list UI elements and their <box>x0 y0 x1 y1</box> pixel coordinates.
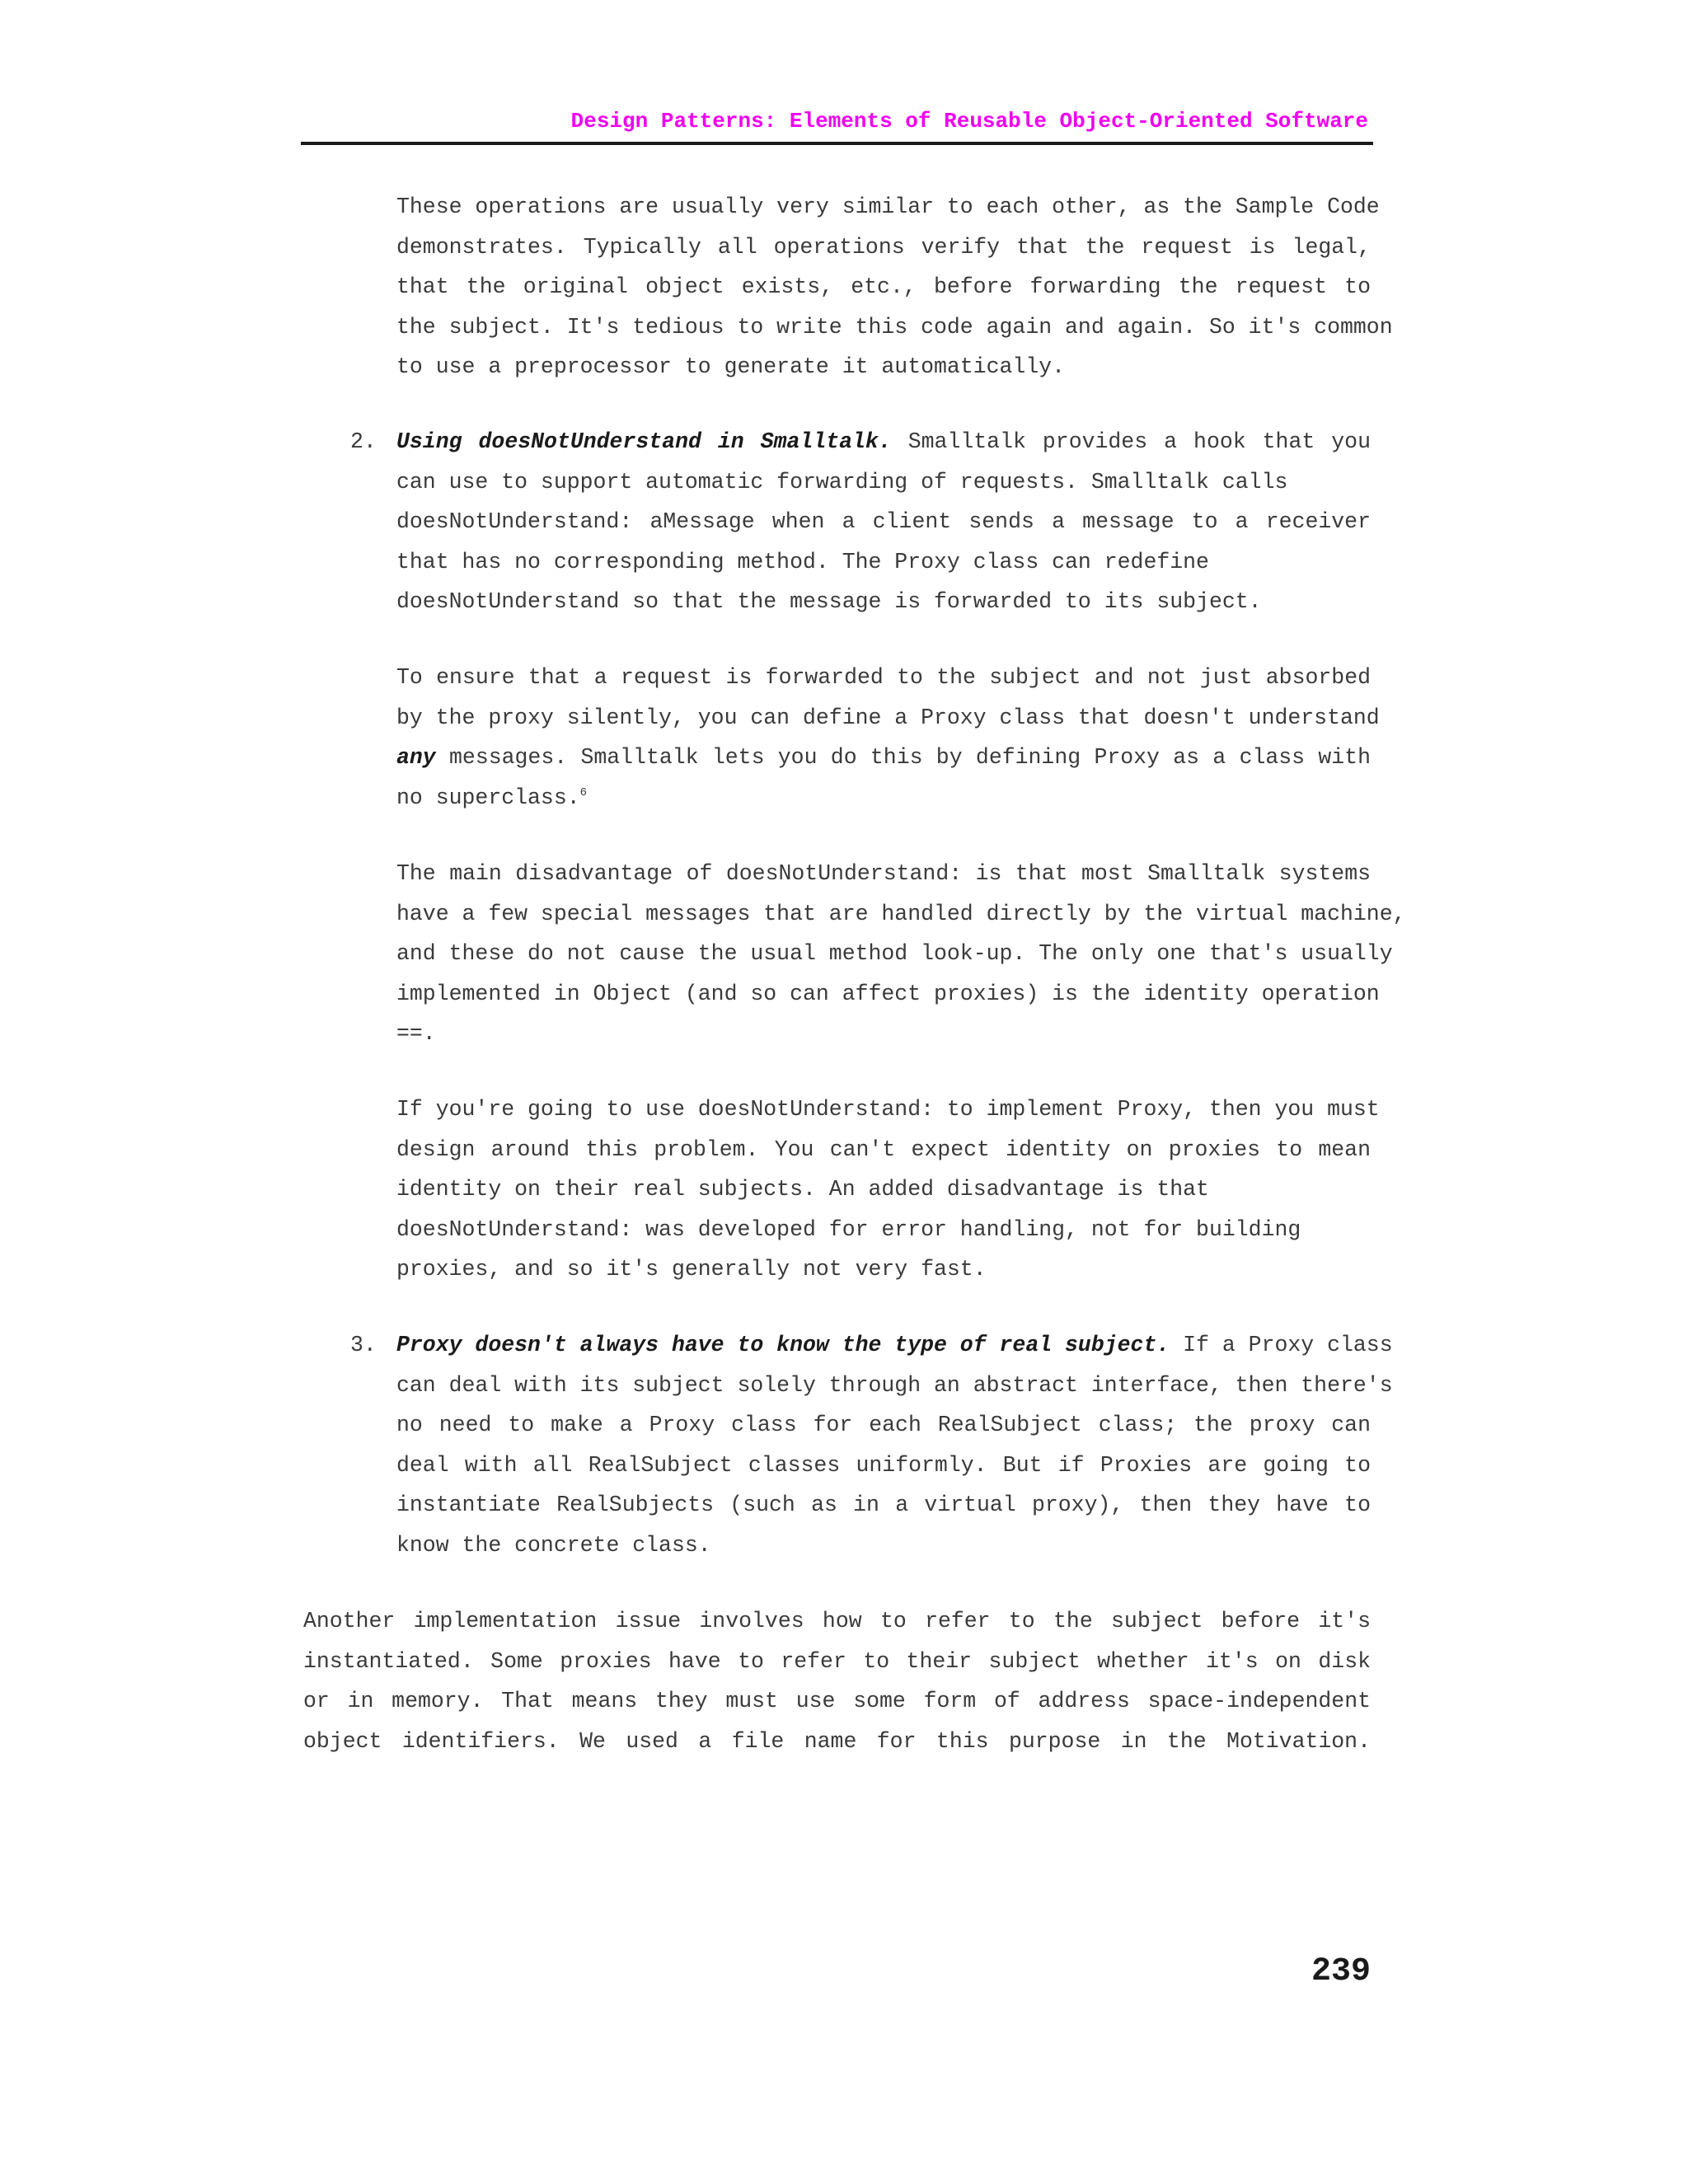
text-line: instantiate RealSubjects (such as in a virtual proxy), then they have to <box>396 1493 1371 1518</box>
paragraph-implementation-issue <box>303 1601 1371 1761</box>
text-line: identity on their real subjects. An added disadvantage is that <box>396 1177 1209 1202</box>
emphasis: any <box>396 745 436 771</box>
paragraph-forwarding-operations <box>396 187 1393 387</box>
text-line: object identifiers. We used a file name for this purpose in the Motivation. <box>303 1728 1371 1754</box>
text-line: Another implementation issue involves how to refer to the subject before it's <box>303 1609 1371 1633</box>
text-line: demonstrates. Typically all operations verify that the request is legal, <box>396 234 1371 260</box>
text-line: proxies, and so it's generally not very fast. <box>396 1257 987 1282</box>
text-line: can use to support automatic forwarding of requests. Smalltalk calls <box>396 469 1288 494</box>
text-line: that the original object exists, etc., before forwarding the request to <box>396 274 1371 300</box>
footnote-marker: 6 <box>579 785 588 799</box>
text-line: no need to make a Proxy class for each RealSubject class; the proxy can <box>396 1413 1371 1438</box>
paragraph-main-disadvantage <box>396 854 1406 1054</box>
text-line: know the concrete class. <box>396 1532 711 1558</box>
text-line: instantiated. Some proxies have to refer to their subject whether it's on disk <box>303 1648 1371 1674</box>
text-line: If you're going to use doesNotUnderstand: to implement Proxy, then you must <box>396 1097 1380 1122</box>
text-line: doesNotUnderstand: aMessage when a client sends a message to a receiver <box>396 509 1371 535</box>
text-line <box>396 738 1371 778</box>
text-line: design around this problem. You can't expect identity on proxies to mean <box>396 1137 1371 1162</box>
text-line: or in memory. That means they must use some form of address space-independent <box>303 1689 1371 1714</box>
list-item-3 <box>396 1325 1393 1566</box>
item-text: Smalltalk provides a hook that you <box>891 429 1371 454</box>
text-line: to use a preprocessor to generate it automatically. <box>396 354 1066 380</box>
line-text: no superclass. <box>396 785 580 810</box>
text-line: deal with all RealSubject classes uniformly. But if Proxies are going to <box>396 1452 1371 1478</box>
line-text: messages. Smalltalk lets you do this by defining Proxy as a class with <box>435 745 1371 771</box>
text-line: by the proxy silently, you can define a Proxy class that doesn't understand <box>396 705 1380 730</box>
text-line: ==. <box>396 1021 436 1047</box>
text-line: These operations are usually very similar to each other, as the Sample Code <box>396 194 1380 219</box>
item-title: Using doesNotUnderstand in Smalltalk. <box>396 429 892 454</box>
running-header <box>301 109 1373 145</box>
text-line: that has no corresponding method. The Proxy class can redefine <box>396 549 1209 574</box>
page-number: 239 <box>1311 1953 1371 1990</box>
text-line: doesNotUnderstand: was developed for error handling, not for building <box>396 1216 1301 1242</box>
text-line: and these do not cause the usual method look-up. The only one that's usually <box>396 941 1393 967</box>
text-line: the subject. It's tedious to write this code again and again. So it's common <box>396 314 1393 340</box>
text-line: can deal with its subject solely through an abstract interface, then there's <box>396 1372 1393 1398</box>
paragraph-identity-problem <box>396 1090 1380 1290</box>
text-line: The main disadvantage of doesNotUnderstand: is that most Smalltalk systems <box>396 861 1371 886</box>
paragraph-proxy-no-superclass <box>396 658 1380 818</box>
text-line: doesNotUnderstand so that the message is forwarded to its subject. <box>396 589 1262 615</box>
text-line: implemented in Object (and so can affect proxies) is the identity operation <box>396 981 1380 1006</box>
list-number-2: 2. <box>350 429 377 454</box>
item-title: Proxy doesn't always have to know the type of real subject. <box>396 1333 1170 1357</box>
text-line <box>396 778 1371 818</box>
header-title: Design Patterns: Elements of Reusable Object-Oriented Software <box>570 109 1368 134</box>
list-item-2 <box>396 422 1371 622</box>
text-line <box>396 1325 1393 1366</box>
text-line: To ensure that a request is forwarded to the subject and not just absorbed <box>396 665 1371 690</box>
text-line: have a few special messages that are handled directly by the virtual machine, <box>396 901 1406 926</box>
item-text: If a Proxy class <box>1170 1333 1393 1357</box>
list-number-3: 3. <box>350 1333 377 1357</box>
text-line <box>396 422 1371 462</box>
